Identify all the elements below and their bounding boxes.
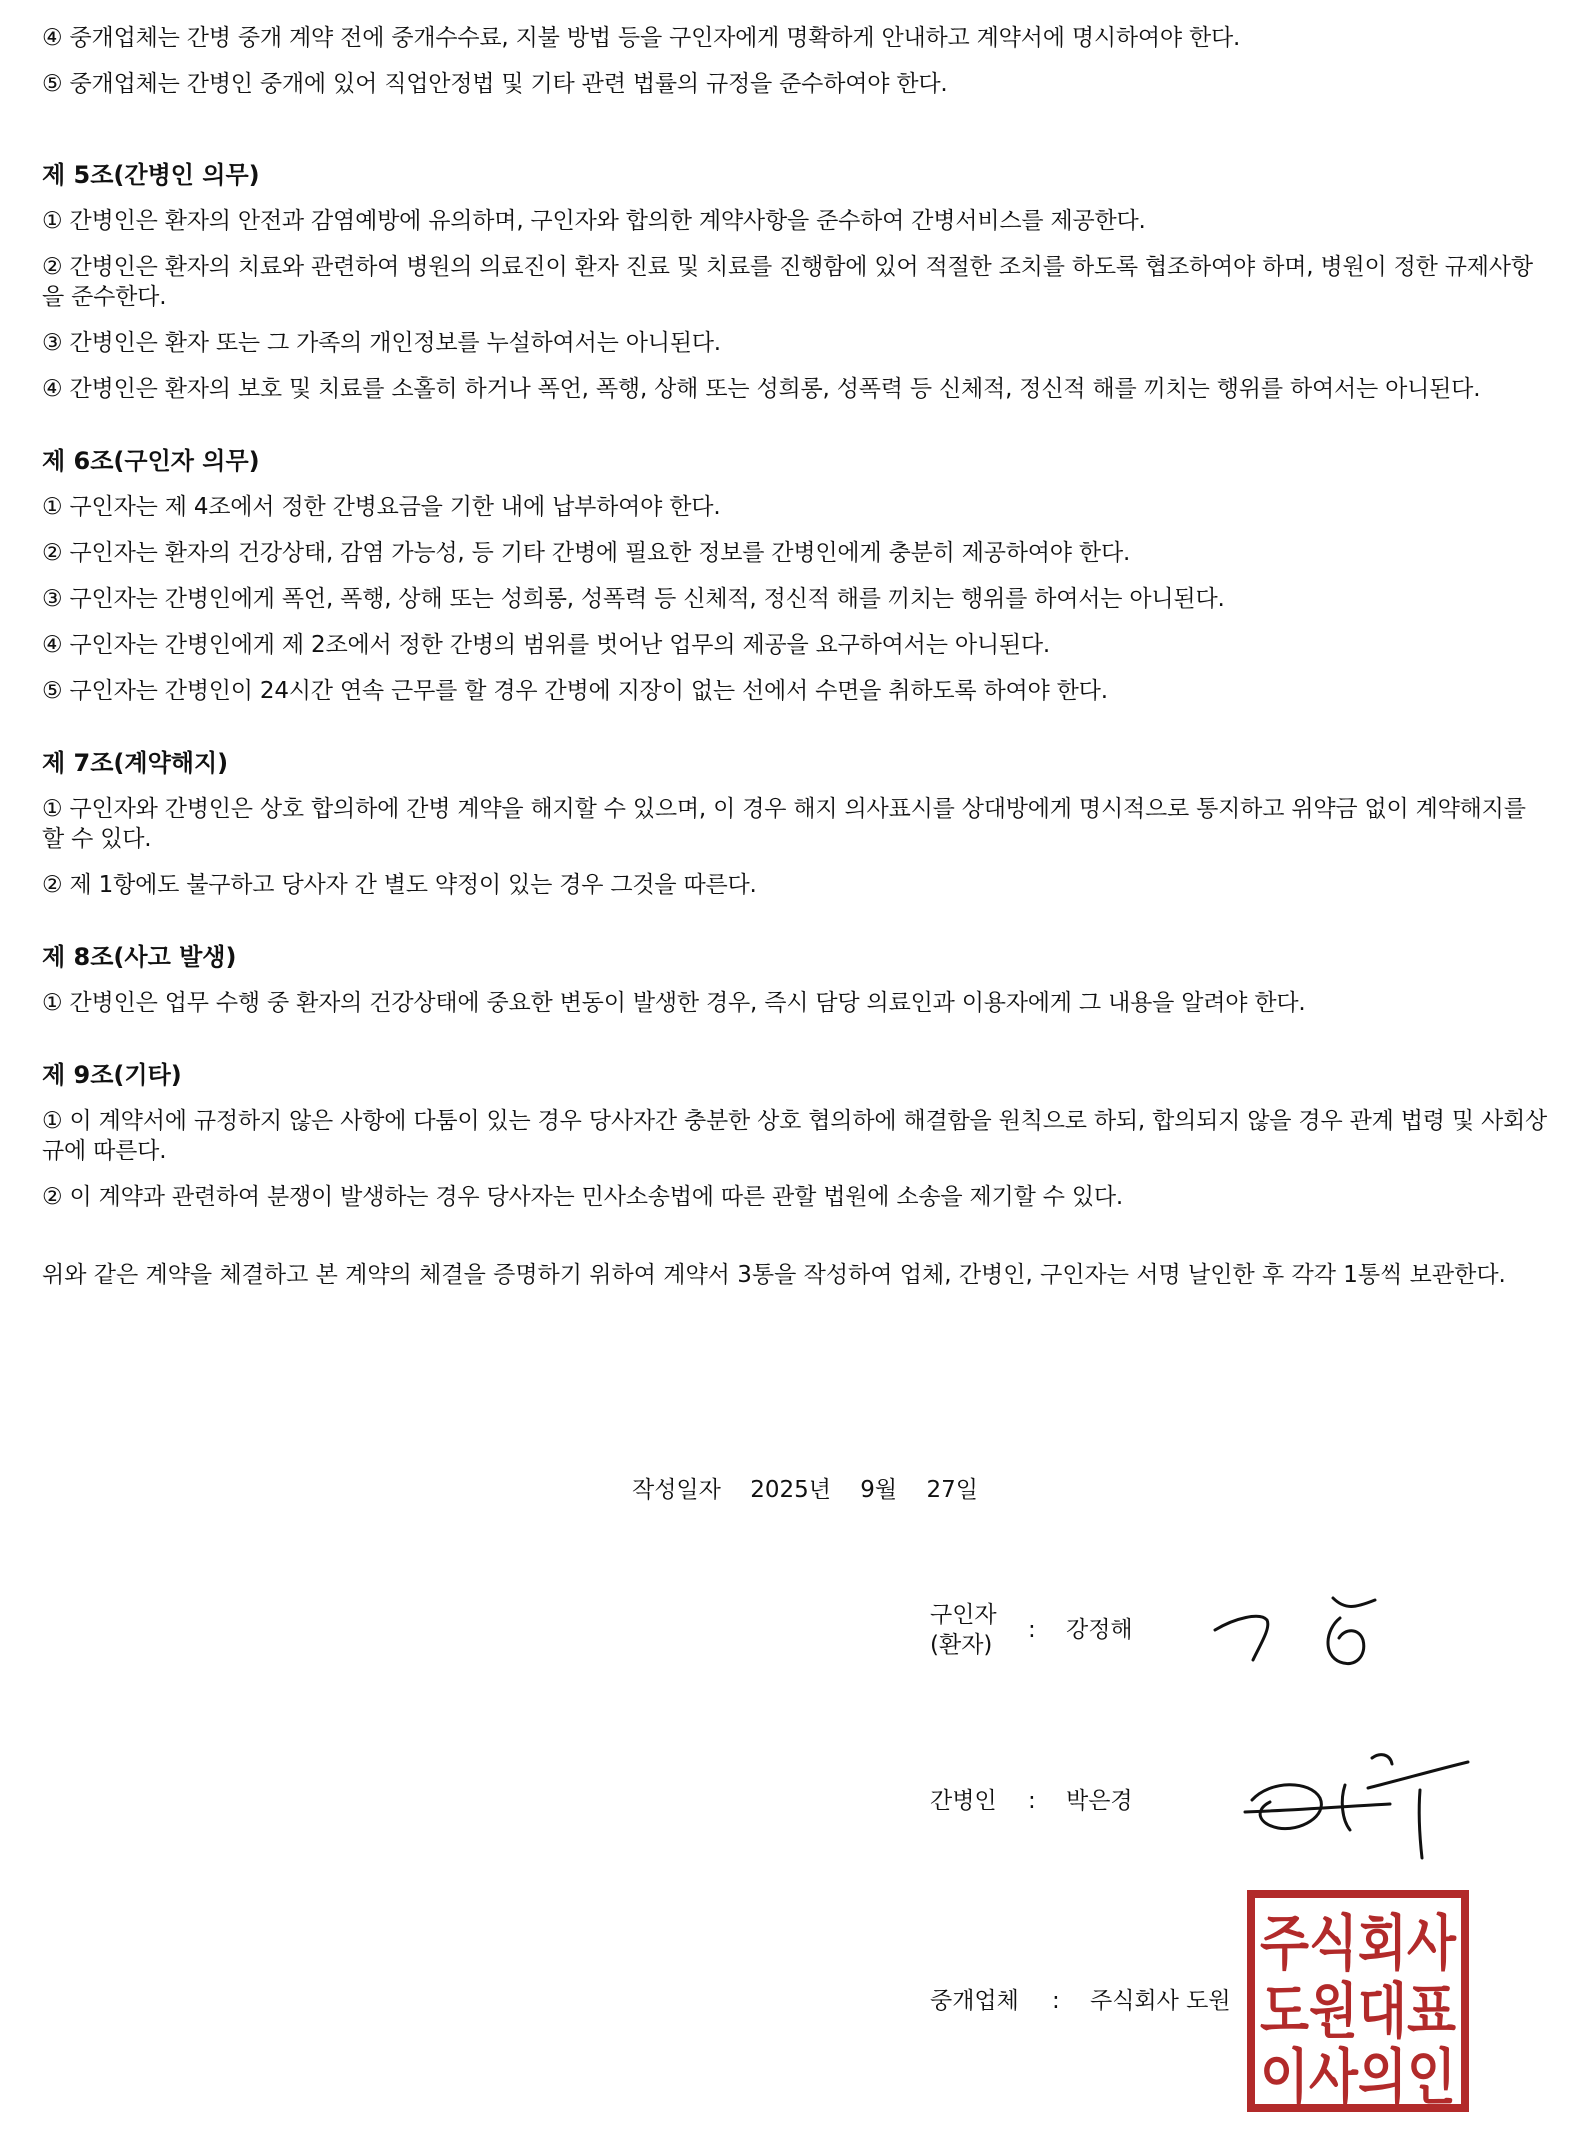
clause-item: ① 구인자와 간병인은 상호 합의하에 간병 계약을 해지할 수 있으며, 이 경우 해지 의사표시를 상대방에게 명시적으로 통지하고 위약금 없이 계약해지를 할 수 있다.: [42, 796, 1526, 852]
date-month: 9월: [860, 1477, 898, 1503]
date-year: 2025년: [750, 1477, 831, 1503]
section-title: 제 9조(기타): [42, 1061, 182, 1089]
signature-caregiver: [1240, 1740, 1480, 1870]
signer-client: [930, 1600, 1190, 1664]
section-title: 제 5조(간병인 의무): [42, 161, 260, 189]
colon: :: [1052, 1988, 1060, 2014]
signer-caregiver: [930, 1786, 1190, 1820]
svg-text:이사의인: 이사의인: [1260, 2043, 1456, 2112]
section-8: [42, 942, 1552, 1018]
clause-item: ④ 간병인은 환자의 보호 및 치료를 소홀히 하거나 폭언, 폭행, 상해 또는 성희롱, 성폭력 등 신체적, 정신적 해를 끼치는 행위를 하여서는 아니된다.: [42, 376, 1481, 402]
clause-item: ② 이 계약과 관련하여 분쟁이 발생하는 경우 당사자는 민사소송법에 따른 관할 법원에 소송을 제기할 수 있다.: [42, 1184, 1123, 1210]
clause-item: ⑤ 중개업체는 간병인 중개에 있어 직업안정법 및 기타 관련 법률의 규정을 준수하여야 한다.: [42, 71, 948, 97]
clause-item: ④ 구인자는 간병인에게 제 2조에서 정한 간병의 범위를 벗어난 업무의 제공을 요구하여서는 아니된다.: [42, 632, 1051, 658]
colon: :: [1028, 1617, 1036, 1643]
signer-label: 중개업체: [930, 1988, 1019, 2014]
clause-item: ② 간병인은 환자의 치료와 관련하여 병원의 의료진이 환자 진료 및 치료를 진행함에 있어 적절한 조치를 하도록 협조하여야 하며, 병원이 정한 규제사항을 준수한다.: [42, 254, 1533, 310]
signer-label: 구인자 (환자): [930, 1602, 997, 1658]
clause-item: ① 간병인은 환자의 안전과 감염예방에 유의하며, 구인자와 합의한 계약사항을 준수하여 간병서비스를 제공한다.: [42, 208, 1146, 234]
written-date: [632, 1475, 1000, 1505]
section-title: 제 7조(계약해지): [42, 749, 229, 777]
company-seal: [1247, 1890, 1469, 2112]
closing-statement: 위와 같은 계약을 체결하고 본 계약의 체결을 증명하기 위하여 계약서 3통을 작성하여 업체, 간병인, 구인자는 서명 날인한 후 각각 1통씩 보관한다.: [42, 1262, 1506, 1288]
clause-item: ③ 간병인은 환자 또는 그 가족의 개인정보를 누설하여서는 아니된다.: [42, 330, 721, 356]
date-day: 27일: [926, 1477, 978, 1503]
clause-item: ④ 중개업체는 간병 중개 계약 전에 중개수수료, 지불 방법 등을 구인자에게 명확하게 안내하고 계약서에 명시하여야 한다.: [42, 25, 1241, 51]
signer-agency: [930, 1986, 1240, 2020]
section-6: [42, 446, 1552, 706]
clause-item: ② 구인자는 환자의 건강상태, 감염 가능성, 등 기타 간병에 필요한 정보를 간병인에게 충분히 제공하여야 한다.: [42, 540, 1131, 566]
colon: :: [1028, 1788, 1036, 1814]
clause-item: ③ 구인자는 간병인에게 폭언, 폭행, 상해 또는 성희롱, 성폭력 등 신체적, 정신적 해를 끼치는 행위를 하여서는 아니된다.: [42, 586, 1225, 612]
signer-name: 박은경: [1066, 1788, 1133, 1814]
top-items: [42, 23, 1552, 115]
svg-text:도원대표: 도원대표: [1260, 1977, 1457, 2047]
signer-name: 강정해: [1066, 1617, 1133, 1643]
section-9: [42, 1060, 1552, 1212]
sections: [42, 160, 1552, 1290]
signature-client: [1205, 1590, 1425, 1680]
section-7: [42, 748, 1552, 900]
clause-item: ② 제 1항에도 불구하고 당사자 간 별도 약정이 있는 경우 그것을 따른다.: [42, 872, 757, 898]
clause-item: ① 간병인은 업무 수행 중 환자의 건강상태에 중요한 변동이 발생한 경우, 즉시 담당 의료인과 이용자에게 그 내용을 알려야 한다.: [42, 990, 1306, 1016]
signer-name: 주식회사 도원: [1090, 1988, 1231, 2014]
section-title: 제 8조(사고 발생): [42, 943, 237, 971]
clause-item: ⑤ 구인자는 간병인이 24시간 연속 근무를 할 경우 간병에 지장이 없는 선에서 수면을 취하도록 하여야 한다.: [42, 678, 1108, 704]
clause-item: ① 이 계약서에 규정하지 않은 사항에 다툼이 있는 경우 당사자간 충분한 상호 협의하에 해결함을 원칙으로 하되, 합의되지 않을 경우 관계 법령 및 사회상규에 따른다.: [42, 1108, 1548, 1164]
section-5: [42, 160, 1552, 404]
section-title: 제 6조(구인자 의무): [42, 447, 260, 475]
svg-text:주식회사: 주식회사: [1260, 1909, 1457, 1979]
clause-item: ① 구인자는 제 4조에서 정한 간병요금을 기한 내에 납부하여야 한다.: [42, 494, 721, 520]
date-label: 작성일자: [632, 1477, 721, 1503]
signer-label: 간병인: [930, 1788, 997, 1814]
